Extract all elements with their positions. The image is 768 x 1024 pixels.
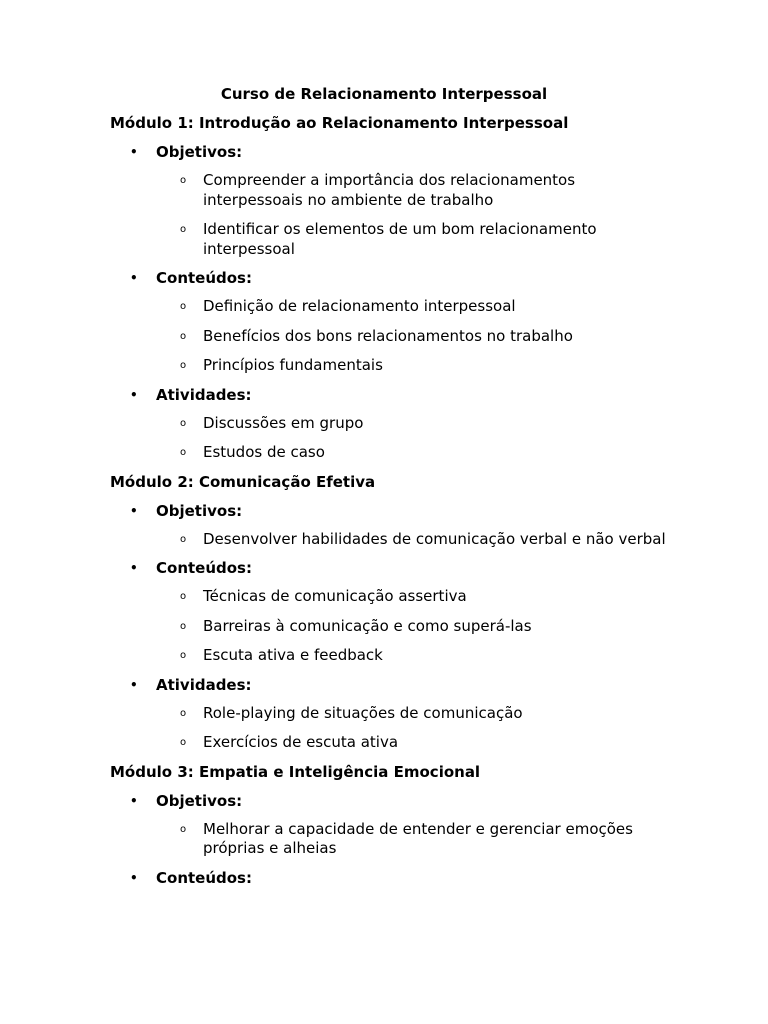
module-heading: Módulo 3: Empatia e Inteligência Emocional <box>110 762 481 781</box>
list-item <box>156 220 670 259</box>
section-block <box>110 142 670 259</box>
circle-bullet-icon: o <box>180 224 187 235</box>
section-label <box>130 385 670 405</box>
list-item <box>156 327 670 347</box>
circle-bullet-icon: o <box>180 175 187 186</box>
section-label-text: Conteúdos: <box>156 269 252 287</box>
list-item-text: Desenvolver habilidades de comunicação verbal e não verbal <box>203 529 666 548</box>
bullet-icon: • <box>130 561 138 575</box>
sub-list <box>156 297 670 376</box>
list-item-text: Técnicas de comunicação assertiva <box>203 587 467 605</box>
bullet-icon: • <box>130 870 138 885</box>
list-item <box>156 297 670 317</box>
list-item <box>156 530 670 550</box>
bullet-icon: • <box>130 387 138 402</box>
circle-bullet-icon: o <box>180 360 187 371</box>
sub-list <box>156 530 670 550</box>
list-item-text: Princípios fundamentais <box>203 356 383 374</box>
section-block <box>110 675 670 753</box>
circle-bullet-icon: o <box>180 650 187 661</box>
sub-list <box>156 704 670 753</box>
bullet-icon: • <box>130 677 138 692</box>
list-item-text: Role-playing de situações de comunicação <box>203 703 523 722</box>
bullet-icon: • <box>130 793 138 808</box>
section-block <box>110 558 670 666</box>
list-item <box>156 443 670 463</box>
list-item-text: Barreiras à comunicação e como superá-las <box>203 616 532 635</box>
sub-list <box>156 820 670 859</box>
circle-bullet-icon: o <box>180 330 187 342</box>
list-item-text: Compreender a importância dos relacionamentos interpessoais no ambiente de trabalho <box>203 171 576 209</box>
list-item <box>156 356 670 376</box>
section-block <box>110 385 670 463</box>
section-label-text: Atividades: <box>156 385 252 404</box>
circle-bullet-icon: o <box>180 620 187 632</box>
sub-list <box>156 171 670 259</box>
module-heading: Módulo 2: Comunicação Efetiva <box>110 472 376 491</box>
list-item-text: Discussões em grupo <box>203 413 364 432</box>
list-item-text: Melhorar a capacidade de entender e gerenciar emoções próprias e alheias <box>203 819 633 857</box>
section-label-text: Objetivos: <box>156 143 243 161</box>
circle-bullet-icon: o <box>180 417 187 429</box>
list-item-text: Definição de relacionamento interpessoal <box>203 297 516 315</box>
list-item <box>156 733 670 753</box>
list-item-text: Estudos de caso <box>203 443 325 461</box>
section-label-text: Conteúdos: <box>156 868 252 887</box>
circle-bullet-icon: o <box>180 737 187 748</box>
document-title: Curso de Relacionamento Interpessoal <box>220 85 548 103</box>
section-label <box>130 868 670 888</box>
list-item-text: Benefícios dos bons relacionamentos no trabalho <box>203 326 573 345</box>
module-heading: Módulo 1: Introdução ao Relacionamento Interpessoal <box>110 114 569 132</box>
bullet-icon: • <box>130 503 138 518</box>
section-label-text: Atividades: <box>156 675 252 694</box>
sub-list <box>156 587 670 666</box>
circle-bullet-icon: o <box>180 707 187 719</box>
list-item <box>156 617 670 637</box>
circle-bullet-icon: o <box>180 301 187 312</box>
circle-bullet-icon: o <box>180 823 187 835</box>
bullet-icon: • <box>130 145 138 159</box>
section-label <box>130 558 670 578</box>
section-label <box>130 501 670 521</box>
section-label <box>130 268 670 288</box>
circle-bullet-icon: o <box>180 591 187 602</box>
section-label-text: Conteúdos: <box>156 559 252 577</box>
list-item <box>156 171 670 210</box>
sub-list <box>156 414 670 463</box>
list-item <box>156 414 670 434</box>
section-label <box>130 142 670 162</box>
list-item-text: Exercícios de escuta ativa <box>203 733 399 751</box>
list-item <box>156 646 670 666</box>
course-outline <box>110 113 670 897</box>
list-item <box>156 820 670 859</box>
section-label <box>130 675 670 695</box>
section-block <box>110 501 670 550</box>
list-item-text: Identificar os elementos de um bom relacionamento interpessoal <box>203 220 597 258</box>
section-label-text: Objetivos: <box>156 501 243 520</box>
circle-bullet-icon: o <box>180 447 187 458</box>
bullet-icon: • <box>130 271 138 285</box>
list-item <box>156 587 670 607</box>
list-item <box>156 704 670 724</box>
section-block <box>110 868 670 888</box>
list-item-text: Escuta ativa e feedback <box>203 646 383 664</box>
section-block <box>110 268 670 376</box>
section-label-text: Objetivos: <box>156 791 243 810</box>
circle-bullet-icon: o <box>180 533 187 545</box>
section-label <box>130 791 670 811</box>
section-block <box>110 791 670 859</box>
